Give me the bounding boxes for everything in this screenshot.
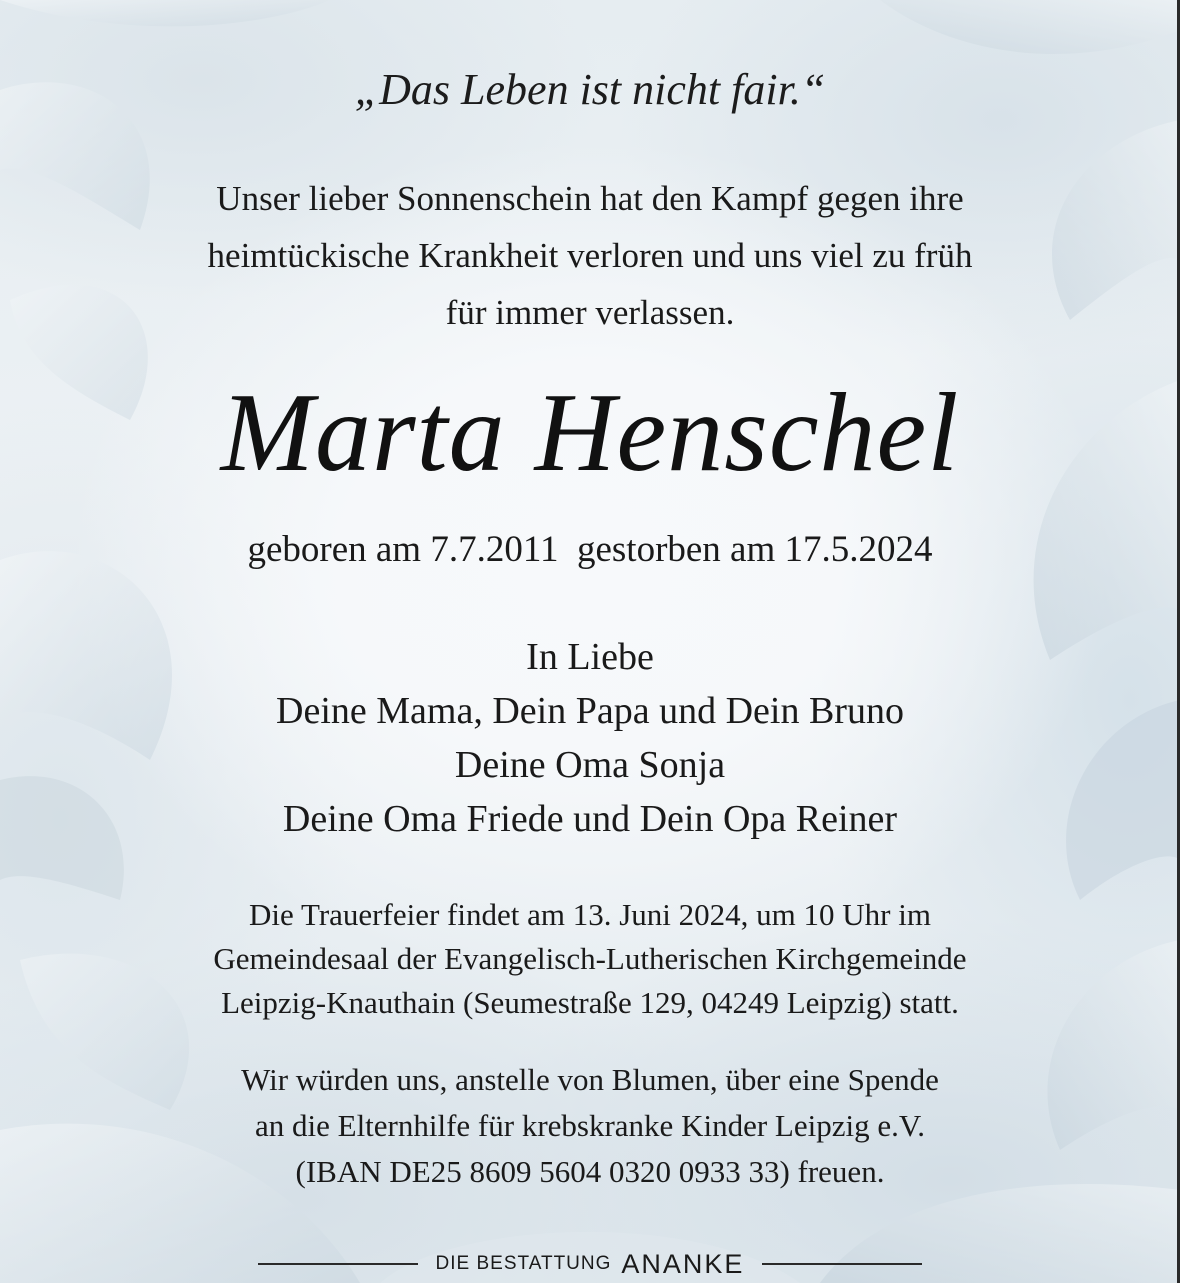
donation-line: (IBAN DE25 8609 5604 0320 0933 33) freuen.	[295, 1154, 885, 1189]
intro-line: heimtückische Krankheit verloren und uns viel zu früh	[207, 236, 973, 275]
donation-request	[0, 1057, 1180, 1195]
opening-quote: „Das Leben ist nicht fair.“	[354, 65, 826, 114]
deceased-name: Marta Henschel	[220, 371, 960, 495]
donation-line: Wir würden uns, anstelle von Blumen, über eine Spende	[241, 1062, 939, 1097]
donation-line: an die Elternhilfe für krebskranke Kinder Leipzig e.V.	[255, 1108, 925, 1143]
intro-line: Unser lieber Sonnenschein hat den Kampf gegen ihre	[216, 179, 964, 218]
family-line: In Liebe	[526, 636, 654, 678]
intro-line: für immer verlassen.	[445, 293, 735, 332]
ceremony-info	[0, 893, 1180, 1025]
footer-prefix: DIE BESTATTUNG	[435, 1253, 612, 1274]
family-line: Deine Oma Sonja	[454, 744, 726, 786]
ceremony-line: Leipzig-Knauthain (Seumestraße 129, 04249 Leipzig) statt.	[221, 985, 959, 1020]
life-dates: geboren am 7.7.2011 gestorben am 17.5.2024	[247, 529, 933, 570]
footer-brand: ANANKE	[621, 1248, 745, 1279]
footer-rule-left	[258, 1263, 418, 1265]
family-line: Deine Mama, Dein Papa und Dein Bruno	[276, 690, 904, 732]
intro-text	[0, 170, 1180, 341]
ceremony-line: Gemeindesaal der Evangelisch-Lutherischen Kirchgemeinde	[213, 941, 967, 976]
funeral-home-footer	[0, 1248, 1180, 1280]
family-line: Deine Oma Friede und Dein Opa Reiner	[282, 798, 898, 840]
ceremony-line: Die Trauerfeier findet am 13. Juni 2024, um 10 Uhr im	[249, 897, 931, 932]
footer-rule-right	[762, 1263, 922, 1265]
family-signature	[0, 630, 1180, 846]
